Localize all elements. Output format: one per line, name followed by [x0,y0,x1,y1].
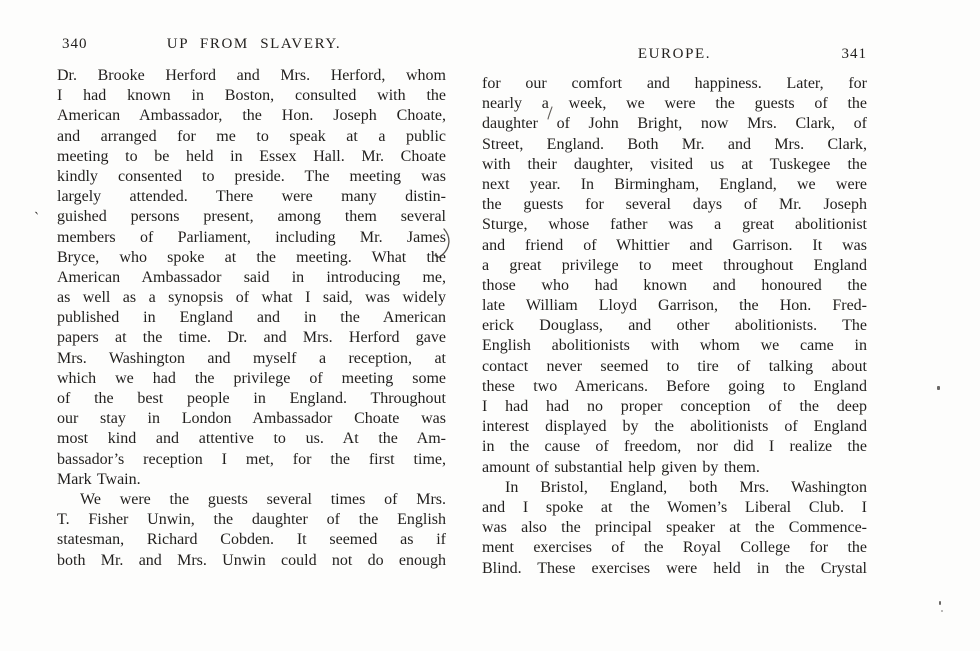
text-line: interest displayed by the abolitionists of England [482,418,867,436]
scan-speck [937,386,940,390]
text-line: meeting to be held in Essex Hall. Mr. Choate [57,147,446,165]
text-line: I had had no proper conception of the deep [482,398,867,415]
text-line: T. Fisher Unwin, the daughter of the English [57,511,446,529]
text-line: those who had known and honoured the [482,276,867,294]
text-line: Mrs. Washington and myself a reception, at [57,349,446,367]
text-line: of the best people in England. Throughout [57,390,446,407]
text-line: nearly a week, we were the guests of the [482,95,867,113]
text-line: American Ambassador said in introducing me, [57,268,446,286]
text-line: Dr. Brooke Herford and Mrs. Herford, whom [57,67,446,84]
text-line: both Mr. and Mrs. Unwin could not do enough [57,551,446,569]
text-line: most kind and attentive to us. At the Am- [57,430,446,448]
text-line: erick Douglass, and other abolitionists. The [482,317,867,335]
text-line: next year. In Birmingham, England, we were [482,175,867,193]
text-line: I had known in Boston, consulted with the [57,87,446,105]
text-line: and arranged for me to speak at a public [57,127,446,145]
text-line: these two Americans. Before going to England [482,377,867,395]
text-line: kindly consented to preside. The meeting was [57,167,446,185]
text-line: and friend of Whittier and Garrison. It was [482,236,867,254]
text-line: was also the principal speaker at the Commence- [482,519,867,537]
text-line: the guests for several days of Mr. Joseph [482,196,867,214]
text-column-right [482,74,867,579]
text-line: published in England and in the American [57,309,446,327]
text-line: guished persons present, among them several [57,208,446,226]
text-line: late William Lloyd Garrison, the Hon. Fred- [482,297,867,315]
margin-tick-artifact: ` [31,209,40,228]
text-line: as well as a synopsis of what I said, was widely [57,289,446,307]
text-line: which we had the privilege of meeting some [57,369,446,387]
text-line: bassador’s reception I met, for the first time, [57,450,446,468]
text-line: daughter of John Bright, now Mrs. Clark, of [482,115,867,133]
text-line: largely attended. There were many distin- [57,188,446,206]
text-line: members of Parliament, including Mr. James [57,228,446,246]
running-title-left: UP FROM SLAVERY. [166,36,342,52]
text-line: Mark Twain. [57,470,141,488]
text-line: our stay in London Ambassador Choate was [57,410,446,428]
text-line: and I spoke at the Women’s Liberal Club. I [482,498,867,516]
scan-speck [939,601,941,605]
text-line: for our comfort and happiness. Later, for [482,75,867,92]
text-line: Blind. These exercises were held in the Crystal [482,559,867,577]
text-line: Street, England. Both Mr. and Mrs. Clark, [482,135,867,153]
text-line: In Bristol, England, both Mrs. Washington [505,478,867,496]
running-header-right [482,46,867,66]
text-line: American Ambassador, the Hon. Joseph Choate, [57,107,446,125]
running-header-left [57,36,446,56]
page-right [482,46,867,606]
text-line: English abolitionists with whom we came in [482,337,867,355]
text-line: Bryce, who spoke at the meeting. What the [57,248,446,266]
text-line: ment exercises of the Royal College for the [482,539,867,557]
text-line: We were the guests several times of Mrs. [80,490,446,508]
text-line: Sturge, whose father was a great abolitionist [482,216,867,234]
text-line: in the cause of freedom, nor did I realize the [482,438,867,456]
text-line: amount of substantial help given by them. [482,458,760,476]
running-title-right: EUROPE. [637,46,712,62]
scan-speck [941,610,943,612]
text-column-left [57,66,446,571]
text-line: statesman, Richard Cobden. It seemed as if [57,531,446,549]
text-line: a great privilege to meet throughout England [482,256,867,274]
page-left [57,36,446,596]
text-line: papers at the time. Dr. and Mrs. Herford gave [57,329,446,347]
text-line: with their daughter, visited us at Tuskegee the [482,155,867,173]
page-number-left: 340 [62,36,88,52]
text-line: contact never seemed to tire of talking about [482,357,867,375]
page-number-right: 341 [841,46,867,62]
